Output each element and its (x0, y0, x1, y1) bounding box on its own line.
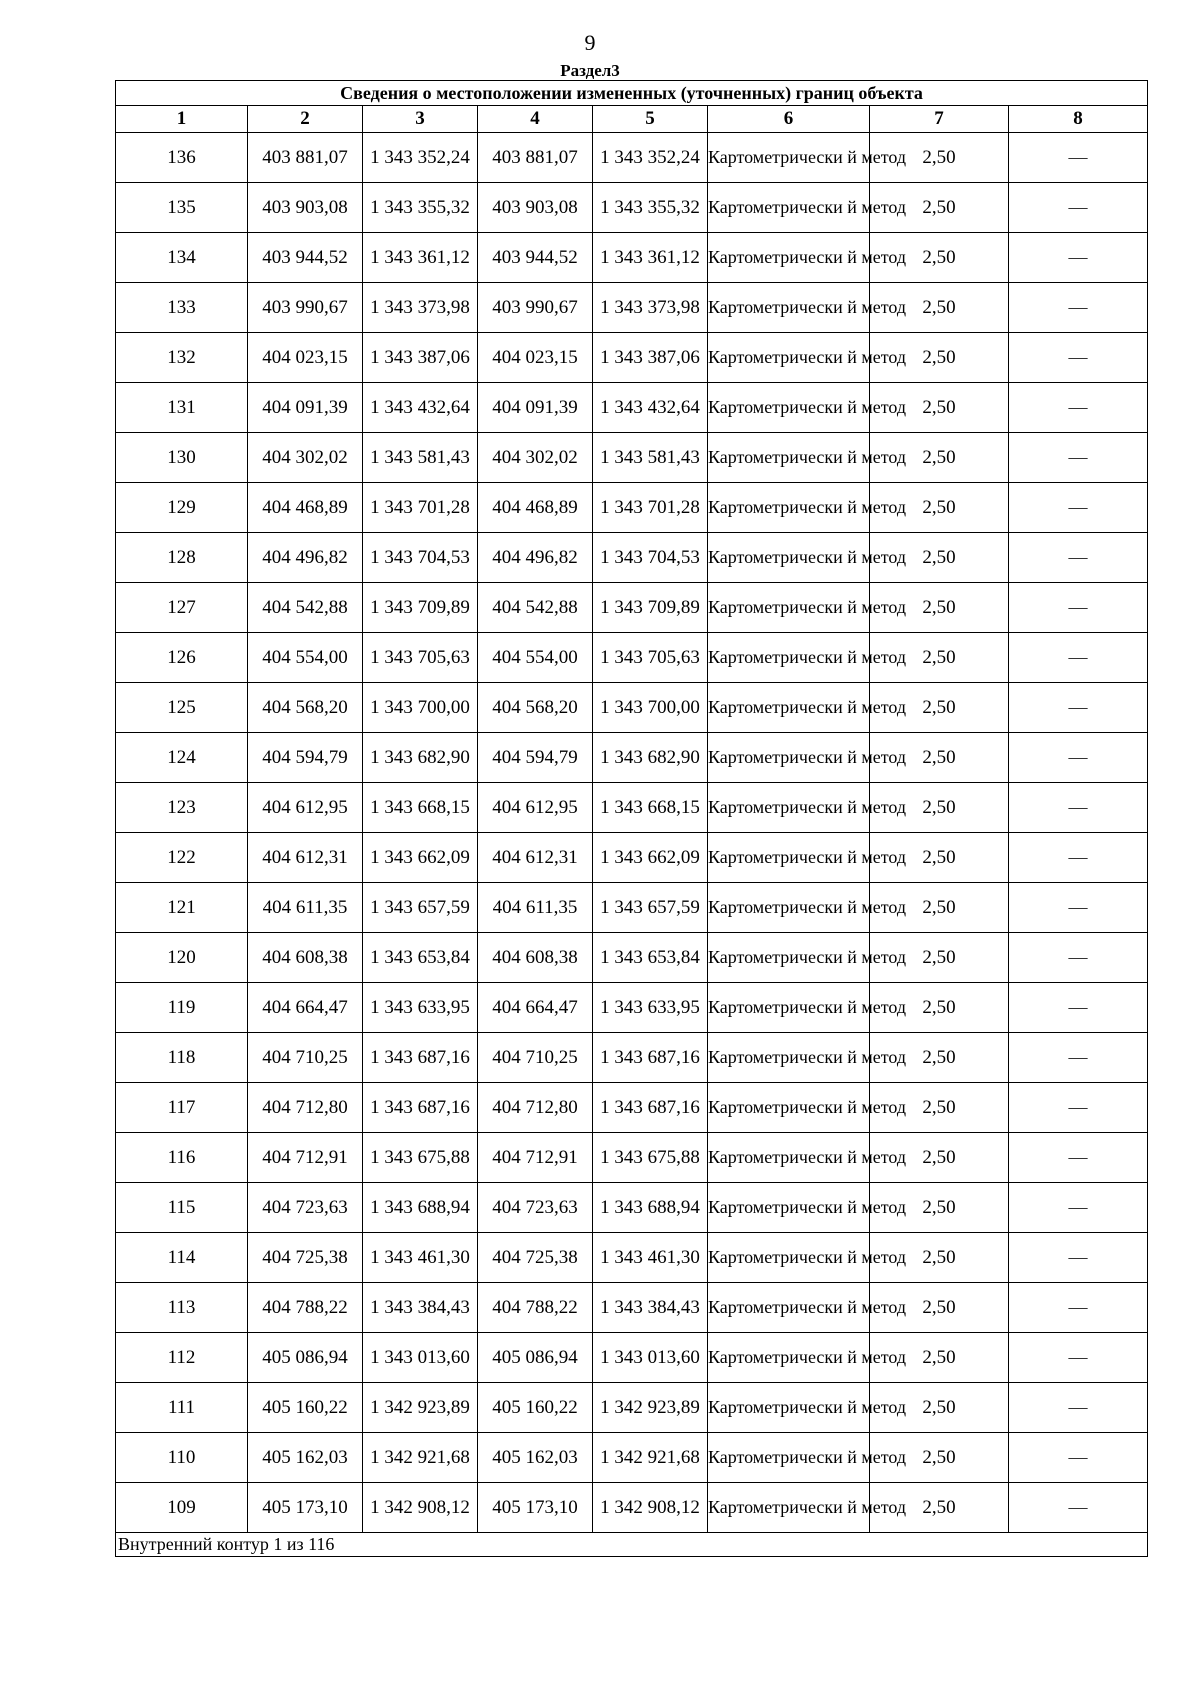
point-number-cell: 127 (116, 583, 248, 633)
method-cell: Картометрически й метод (708, 633, 870, 683)
description-cell: — (1009, 283, 1148, 333)
point-number-cell: 128 (116, 533, 248, 583)
y-refined-cell: 1 343 657,59 (593, 883, 708, 933)
method-cell: Картометрически й метод (708, 733, 870, 783)
table-row (116, 1233, 1148, 1283)
y-refined-cell: 1 343 662,09 (593, 833, 708, 883)
point-number-cell: 119 (116, 983, 248, 1033)
accuracy-cell: 2,50 (870, 983, 1009, 1033)
table-row (116, 1433, 1148, 1483)
point-number-cell: 135 (116, 183, 248, 233)
x-refined-cell: 405 160,22 (478, 1383, 593, 1433)
table-row (116, 983, 1148, 1033)
method-cell: Картометрически й метод (708, 483, 870, 533)
y-existing-cell: 1 343 675,88 (363, 1133, 478, 1183)
y-existing-cell: 1 342 921,68 (363, 1433, 478, 1483)
table-row (116, 1033, 1148, 1083)
x-refined-cell: 403 944,52 (478, 233, 593, 283)
x-existing-cell: 404 091,39 (248, 383, 363, 433)
x-refined-cell: 404 594,79 (478, 733, 593, 783)
table-row (116, 583, 1148, 633)
column-number-cell: 4 (478, 106, 593, 133)
table-row (116, 1483, 1148, 1533)
x-refined-cell: 404 023,15 (478, 333, 593, 383)
table-row (116, 733, 1148, 783)
point-number-cell: 136 (116, 133, 248, 183)
accuracy-cell: 2,50 (870, 883, 1009, 933)
x-refined-cell: 404 468,89 (478, 483, 593, 533)
y-existing-cell: 1 343 361,12 (363, 233, 478, 283)
description-cell: — (1009, 133, 1148, 183)
accuracy-cell: 2,50 (870, 683, 1009, 733)
accuracy-cell: 2,50 (870, 1183, 1009, 1233)
y-refined-cell: 1 343 384,43 (593, 1283, 708, 1333)
accuracy-cell: 2,50 (870, 333, 1009, 383)
description-cell: — (1009, 1433, 1148, 1483)
method-cell: Картометрически й метод (708, 1383, 870, 1433)
method-cell: Картометрически й метод (708, 833, 870, 883)
x-existing-cell: 404 612,95 (248, 783, 363, 833)
method-cell: Картометрически й метод (708, 1083, 870, 1133)
point-number-cell: 111 (116, 1383, 248, 1433)
y-existing-cell: 1 343 653,84 (363, 933, 478, 983)
x-refined-cell: 404 725,38 (478, 1233, 593, 1283)
x-existing-cell: 404 542,88 (248, 583, 363, 633)
description-cell: — (1009, 883, 1148, 933)
accuracy-cell: 2,50 (870, 783, 1009, 833)
accuracy-cell: 2,50 (870, 283, 1009, 333)
description-cell: — (1009, 833, 1148, 883)
accuracy-cell: 2,50 (870, 933, 1009, 983)
description-cell: — (1009, 633, 1148, 683)
y-refined-cell: 1 343 581,43 (593, 433, 708, 483)
point-number-cell: 116 (116, 1133, 248, 1183)
y-refined-cell: 1 343 373,98 (593, 283, 708, 333)
y-refined-cell: 1 343 682,90 (593, 733, 708, 783)
method-cell: Картометрически й метод (708, 1483, 870, 1533)
point-number-cell: 120 (116, 933, 248, 983)
column-number-cell: 2 (248, 106, 363, 133)
y-refined-cell: 1 343 432,64 (593, 383, 708, 433)
x-existing-cell: 404 710,25 (248, 1033, 363, 1083)
y-refined-cell: 1 343 013,60 (593, 1333, 708, 1383)
column-number-row (116, 106, 1148, 133)
x-existing-cell: 404 664,47 (248, 983, 363, 1033)
table-row (116, 1283, 1148, 1333)
column-number-cell: 8 (1009, 106, 1148, 133)
table-row (116, 183, 1148, 233)
y-existing-cell: 1 343 662,09 (363, 833, 478, 883)
y-existing-cell: 1 343 701,28 (363, 483, 478, 533)
table-row (116, 933, 1148, 983)
point-number-cell: 126 (116, 633, 248, 683)
accuracy-cell: 2,50 (870, 433, 1009, 483)
x-existing-cell: 403 990,67 (248, 283, 363, 333)
point-number-cell: 131 (116, 383, 248, 433)
y-existing-cell: 1 343 657,59 (363, 883, 478, 933)
x-existing-cell: 405 173,10 (248, 1483, 363, 1533)
point-number-cell: 117 (116, 1083, 248, 1133)
accuracy-cell: 2,50 (870, 1133, 1009, 1183)
description-cell: — (1009, 1133, 1148, 1183)
table-row (116, 1383, 1148, 1433)
method-cell: Картометрически й метод (708, 583, 870, 633)
accuracy-cell: 2,50 (870, 1083, 1009, 1133)
y-refined-cell: 1 343 687,16 (593, 1083, 708, 1133)
y-refined-cell: 1 342 923,89 (593, 1383, 708, 1433)
y-existing-cell: 1 343 704,53 (363, 533, 478, 583)
x-existing-cell: 405 160,22 (248, 1383, 363, 1433)
table-row (116, 283, 1148, 333)
method-cell: Картометрически й метод (708, 283, 870, 333)
y-refined-cell: 1 343 705,63 (593, 633, 708, 683)
x-refined-cell: 404 712,91 (478, 1133, 593, 1183)
point-number-cell: 113 (116, 1283, 248, 1333)
table-body (116, 133, 1148, 1533)
y-existing-cell: 1 343 373,98 (363, 283, 478, 333)
point-number-cell: 109 (116, 1483, 248, 1533)
method-cell: Картометрически й метод (708, 533, 870, 583)
x-existing-cell: 403 903,08 (248, 183, 363, 233)
y-refined-cell: 1 343 687,16 (593, 1033, 708, 1083)
y-existing-cell: 1 343 633,95 (363, 983, 478, 1033)
description-cell: — (1009, 783, 1148, 833)
x-existing-cell: 404 554,00 (248, 633, 363, 683)
x-existing-cell: 404 568,20 (248, 683, 363, 733)
description-cell: — (1009, 1333, 1148, 1383)
y-existing-cell: 1 342 908,12 (363, 1483, 478, 1533)
x-refined-cell: 404 664,47 (478, 983, 593, 1033)
y-existing-cell: 1 343 432,64 (363, 383, 478, 433)
table-row (116, 833, 1148, 883)
y-existing-cell: 1 343 581,43 (363, 433, 478, 483)
x-refined-cell: 404 091,39 (478, 383, 593, 433)
accuracy-cell: 2,50 (870, 233, 1009, 283)
accuracy-cell: 2,50 (870, 833, 1009, 883)
method-cell: Картометрически й метод (708, 383, 870, 433)
column-number-cell: 3 (363, 106, 478, 133)
y-existing-cell: 1 343 355,32 (363, 183, 478, 233)
y-refined-cell: 1 343 688,94 (593, 1183, 708, 1233)
x-existing-cell: 404 712,91 (248, 1133, 363, 1183)
y-refined-cell: 1 343 387,06 (593, 333, 708, 383)
description-cell: — (1009, 183, 1148, 233)
accuracy-cell: 2,50 (870, 133, 1009, 183)
method-cell: Картометрически й метод (708, 683, 870, 733)
y-refined-cell: 1 343 633,95 (593, 983, 708, 1033)
x-existing-cell: 405 162,03 (248, 1433, 363, 1483)
description-cell: — (1009, 1383, 1148, 1433)
y-existing-cell: 1 343 688,94 (363, 1183, 478, 1233)
method-cell: Картометрически й метод (708, 333, 870, 383)
method-cell: Картометрически й метод (708, 983, 870, 1033)
accuracy-cell: 2,50 (870, 483, 1009, 533)
x-existing-cell: 404 723,63 (248, 1183, 363, 1233)
x-refined-cell: 404 710,25 (478, 1033, 593, 1083)
table-row (116, 333, 1148, 383)
point-number-cell: 110 (116, 1433, 248, 1483)
table-row (116, 1083, 1148, 1133)
accuracy-cell: 2,50 (870, 1333, 1009, 1383)
table-row (116, 383, 1148, 433)
accuracy-cell: 2,50 (870, 633, 1009, 683)
x-refined-cell: 405 173,10 (478, 1483, 593, 1533)
table-row (116, 1133, 1148, 1183)
table-row (116, 533, 1148, 583)
x-existing-cell: 404 725,38 (248, 1233, 363, 1283)
y-existing-cell: 1 343 705,63 (363, 633, 478, 683)
method-cell: Картометрически й метод (708, 933, 870, 983)
accuracy-cell: 2,50 (870, 1433, 1009, 1483)
page-number: 9 (584, 30, 596, 55)
x-refined-cell: 404 302,02 (478, 433, 593, 483)
description-cell: — (1009, 1283, 1148, 1333)
table-row (116, 483, 1148, 533)
accuracy-cell: 2,50 (870, 1233, 1009, 1283)
accuracy-cell: 2,50 (870, 583, 1009, 633)
accuracy-cell: 2,50 (870, 1383, 1009, 1433)
accuracy-cell: 2,50 (870, 1483, 1009, 1533)
x-existing-cell: 403 881,07 (248, 133, 363, 183)
point-number-cell: 133 (116, 283, 248, 333)
y-existing-cell: 1 343 384,43 (363, 1283, 478, 1333)
y-refined-cell: 1 343 675,88 (593, 1133, 708, 1183)
accuracy-cell: 2,50 (870, 1033, 1009, 1083)
method-cell: Картометрически й метод (708, 1133, 870, 1183)
description-cell: — (1009, 333, 1148, 383)
section-label: Раздел3 (560, 61, 620, 80)
y-refined-cell: 1 343 653,84 (593, 933, 708, 983)
x-existing-cell: 404 788,22 (248, 1283, 363, 1333)
x-existing-cell: 404 612,31 (248, 833, 363, 883)
x-refined-cell: 404 542,88 (478, 583, 593, 633)
y-refined-cell: 1 343 352,24 (593, 133, 708, 183)
method-cell: Картометрически й метод (708, 1283, 870, 1333)
method-cell: Картометрически й метод (708, 1433, 870, 1483)
description-cell: — (1009, 733, 1148, 783)
description-cell: — (1009, 583, 1148, 633)
x-existing-cell: 404 608,38 (248, 933, 363, 983)
method-cell: Картометрически й метод (708, 783, 870, 833)
x-refined-cell: 404 554,00 (478, 633, 593, 683)
method-cell: Картометрически й метод (708, 1333, 870, 1383)
x-existing-cell: 405 086,94 (248, 1333, 363, 1383)
y-existing-cell: 1 343 700,00 (363, 683, 478, 733)
description-cell: — (1009, 233, 1148, 283)
accuracy-cell: 2,50 (870, 183, 1009, 233)
y-existing-cell: 1 342 923,89 (363, 1383, 478, 1433)
y-existing-cell: 1 343 682,90 (363, 733, 478, 783)
table-row (116, 783, 1148, 833)
point-number-cell: 112 (116, 1333, 248, 1383)
description-cell: — (1009, 1233, 1148, 1283)
point-number-cell: 121 (116, 883, 248, 933)
description-cell: — (1009, 1183, 1148, 1233)
y-refined-cell: 1 343 704,53 (593, 533, 708, 583)
point-number-cell: 130 (116, 433, 248, 483)
method-cell: Картометрически й метод (708, 133, 870, 183)
contour-footer: Внутренний контур 1 из 116 (116, 1533, 1148, 1557)
x-existing-cell: 404 712,80 (248, 1083, 363, 1133)
table-row (116, 1333, 1148, 1383)
x-refined-cell: 404 612,95 (478, 783, 593, 833)
x-refined-cell: 403 903,08 (478, 183, 593, 233)
x-refined-cell: 405 086,94 (478, 1333, 593, 1383)
accuracy-cell: 2,50 (870, 1283, 1009, 1333)
y-existing-cell: 1 343 387,06 (363, 333, 478, 383)
accuracy-cell: 2,50 (870, 383, 1009, 433)
x-existing-cell: 404 302,02 (248, 433, 363, 483)
table-title: Сведения о местоположении измененных (уточненных) границ объекта (116, 81, 1148, 106)
table-row (116, 1183, 1148, 1233)
point-number-cell: 125 (116, 683, 248, 733)
point-number-cell: 124 (116, 733, 248, 783)
x-existing-cell: 403 944,52 (248, 233, 363, 283)
table-row (116, 233, 1148, 283)
x-existing-cell: 404 594,79 (248, 733, 363, 783)
x-refined-cell: 404 611,35 (478, 883, 593, 933)
x-existing-cell: 404 611,35 (248, 883, 363, 933)
method-cell: Картометрически й метод (708, 433, 870, 483)
description-cell: — (1009, 983, 1148, 1033)
y-existing-cell: 1 343 461,30 (363, 1233, 478, 1283)
x-refined-cell: 404 788,22 (478, 1283, 593, 1333)
x-refined-cell: 404 568,20 (478, 683, 593, 733)
description-cell: — (1009, 683, 1148, 733)
x-refined-cell: 403 881,07 (478, 133, 593, 183)
y-refined-cell: 1 342 908,12 (593, 1483, 708, 1533)
x-refined-cell: 404 608,38 (478, 933, 593, 983)
method-cell: Картометрически й метод (708, 883, 870, 933)
y-refined-cell: 1 343 709,89 (593, 583, 708, 633)
accuracy-cell: 2,50 (870, 733, 1009, 783)
table-row (116, 883, 1148, 933)
coordinates-table (115, 80, 1148, 1557)
x-refined-cell: 404 712,80 (478, 1083, 593, 1133)
y-refined-cell: 1 343 700,00 (593, 683, 708, 733)
y-refined-cell: 1 343 668,15 (593, 783, 708, 833)
description-cell: — (1009, 433, 1148, 483)
description-cell: — (1009, 383, 1148, 433)
y-refined-cell: 1 342 921,68 (593, 1433, 708, 1483)
column-number-cell: 7 (870, 106, 1009, 133)
table-row (116, 433, 1148, 483)
description-cell: — (1009, 1083, 1148, 1133)
accuracy-cell: 2,50 (870, 533, 1009, 583)
method-cell: Картометрически й метод (708, 1233, 870, 1283)
x-existing-cell: 404 023,15 (248, 333, 363, 383)
column-number-cell: 5 (593, 106, 708, 133)
point-number-cell: 129 (116, 483, 248, 533)
x-refined-cell: 405 162,03 (478, 1433, 593, 1483)
column-number-cell: 6 (708, 106, 870, 133)
description-cell: — (1009, 1033, 1148, 1083)
point-number-cell: 123 (116, 783, 248, 833)
point-number-cell: 118 (116, 1033, 248, 1083)
x-refined-cell: 404 612,31 (478, 833, 593, 883)
point-number-cell: 132 (116, 333, 248, 383)
y-existing-cell: 1 343 687,16 (363, 1083, 478, 1133)
x-existing-cell: 404 468,89 (248, 483, 363, 533)
x-refined-cell: 404 723,63 (478, 1183, 593, 1233)
x-refined-cell: 404 496,82 (478, 533, 593, 583)
y-refined-cell: 1 343 701,28 (593, 483, 708, 533)
y-refined-cell: 1 343 461,30 (593, 1233, 708, 1283)
method-cell: Картометрически й метод (708, 233, 870, 283)
point-number-cell: 134 (116, 233, 248, 283)
column-number-cell: 1 (116, 106, 248, 133)
y-existing-cell: 1 343 709,89 (363, 583, 478, 633)
point-number-cell: 115 (116, 1183, 248, 1233)
x-existing-cell: 404 496,82 (248, 533, 363, 583)
y-existing-cell: 1 343 013,60 (363, 1333, 478, 1383)
y-existing-cell: 1 343 352,24 (363, 133, 478, 183)
description-cell: — (1009, 933, 1148, 983)
description-cell: — (1009, 1483, 1148, 1533)
description-cell: — (1009, 533, 1148, 583)
y-existing-cell: 1 343 687,16 (363, 1033, 478, 1083)
method-cell: Картометрически й метод (708, 1183, 870, 1233)
y-refined-cell: 1 343 361,12 (593, 233, 708, 283)
x-refined-cell: 403 990,67 (478, 283, 593, 333)
description-cell: — (1009, 483, 1148, 533)
table-row (116, 683, 1148, 733)
table-row (116, 133, 1148, 183)
point-number-cell: 114 (116, 1233, 248, 1283)
point-number-cell: 122 (116, 833, 248, 883)
table-row (116, 633, 1148, 683)
y-existing-cell: 1 343 668,15 (363, 783, 478, 833)
y-refined-cell: 1 343 355,32 (593, 183, 708, 233)
method-cell: Картометрически й метод (708, 183, 870, 233)
method-cell: Картометрически й метод (708, 1033, 870, 1083)
